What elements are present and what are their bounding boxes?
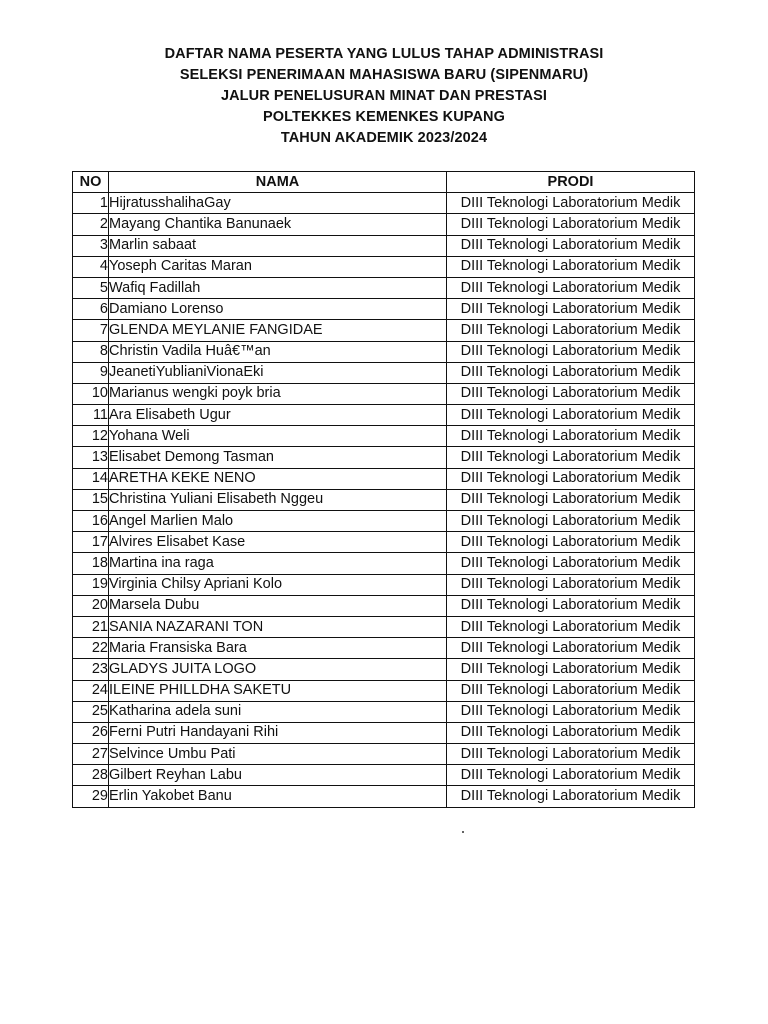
row-number-cell: 28 [73, 765, 109, 786]
row-number-cell: 15 [73, 489, 109, 510]
participant-name-cell: Virginia Chilsy Apriani Kolo [109, 574, 447, 595]
row-number-cell: 18 [73, 553, 109, 574]
row-number-cell: 13 [73, 447, 109, 468]
header-title-line-2: SELEKSI PENERIMAAN MAHASISWA BARU (SIPENMARU) [179, 67, 589, 83]
participant-name-cell: ARETHA KEKE NENO [109, 468, 447, 489]
row-number-cell: 19 [73, 574, 109, 595]
table-row [73, 235, 695, 256]
study-program-cell: DIII Teknologi Laboratorium Medik [447, 341, 695, 362]
scan-speck [462, 831, 464, 833]
table-row [73, 341, 695, 362]
study-program-cell: DIII Teknologi Laboratorium Medik [447, 489, 695, 510]
table-row [73, 489, 695, 510]
study-program-cell: DIII Teknologi Laboratorium Medik [447, 532, 695, 553]
study-program-cell: DIII Teknologi Laboratorium Medik [447, 383, 695, 404]
table-row [73, 277, 695, 298]
participant-name-cell: Elisabet Demong Tasman [109, 447, 447, 468]
table-row [73, 616, 695, 637]
table-row [73, 744, 695, 765]
column-header-nama: NAMA [109, 172, 447, 193]
table-row [73, 405, 695, 426]
table-row [73, 447, 695, 468]
table-row [73, 595, 695, 616]
participant-name-cell: GLENDA MEYLANIE FANGIDAE [109, 320, 447, 341]
study-program-cell: DIII Teknologi Laboratorium Medik [447, 447, 695, 468]
row-number-cell: 20 [73, 595, 109, 616]
header-title-line-4: POLTEKKES KEMENKES KUPANG [262, 109, 506, 125]
row-number-cell: 6 [73, 299, 109, 320]
row-number-cell: 3 [73, 235, 109, 256]
row-number-cell: 14 [73, 468, 109, 489]
row-number-cell: 22 [73, 638, 109, 659]
participant-name-cell: Marsela Dubu [109, 595, 447, 616]
table-row [73, 701, 695, 722]
participant-name-cell: Katharina adela suni [109, 701, 447, 722]
participant-name-cell: Yohana Weli [109, 426, 447, 447]
table-row [73, 193, 695, 214]
table-row [73, 468, 695, 489]
row-number-cell: 2 [73, 214, 109, 235]
row-number-cell: 29 [73, 786, 109, 807]
header-title-line-1: DAFTAR NAMA PESERTA YANG LULUS TAHAP ADMINISTRASI [164, 46, 604, 62]
table-row [73, 426, 695, 447]
participant-name-cell: Erlin Yakobet Banu [109, 786, 447, 807]
row-number-cell: 11 [73, 405, 109, 426]
table-header-row [73, 172, 695, 193]
table-row [73, 383, 695, 404]
participant-name-cell: Ferni Putri Handayani Rihi [109, 722, 447, 743]
table-row [73, 786, 695, 807]
row-number-cell: 27 [73, 744, 109, 765]
table-row [73, 680, 695, 701]
participant-name-cell: Ara Elisabeth Ugur [109, 405, 447, 426]
participant-name-cell: Martina ina raga [109, 553, 447, 574]
row-number-cell: 8 [73, 341, 109, 362]
table-row [73, 299, 695, 320]
study-program-cell: DIII Teknologi Laboratorium Medik [447, 701, 695, 722]
table-row [73, 722, 695, 743]
participant-name-cell: HijratusshalihaGay [109, 193, 447, 214]
row-number-cell: 26 [73, 722, 109, 743]
table-row [73, 362, 695, 383]
study-program-cell: DIII Teknologi Laboratorium Medik [447, 765, 695, 786]
table-row [73, 320, 695, 341]
row-number-cell: 5 [73, 277, 109, 298]
row-number-cell: 1 [73, 193, 109, 214]
participant-name-cell: Angel Marlien Malo [109, 511, 447, 532]
participant-name-cell: Marianus wengki poyk bria [109, 383, 447, 404]
table-row [73, 256, 695, 277]
study-program-cell: DIII Teknologi Laboratorium Medik [447, 235, 695, 256]
study-program-cell: DIII Teknologi Laboratorium Medik [447, 426, 695, 447]
table-row [73, 511, 695, 532]
row-number-cell: 4 [73, 256, 109, 277]
study-program-cell: DIII Teknologi Laboratorium Medik [447, 680, 695, 701]
row-number-cell: 10 [73, 383, 109, 404]
study-program-cell: DIII Teknologi Laboratorium Medik [447, 595, 695, 616]
row-number-cell: 24 [73, 680, 109, 701]
header-title-line-5: TAHUN AKADEMIK 2023/2024 [280, 130, 488, 146]
study-program-cell: DIII Teknologi Laboratorium Medik [447, 277, 695, 298]
table-row [73, 553, 695, 574]
table-row [73, 214, 695, 235]
study-program-cell: DIII Teknologi Laboratorium Medik [447, 511, 695, 532]
study-program-cell: DIII Teknologi Laboratorium Medik [447, 468, 695, 489]
participant-name-cell: SANIA NAZARANI TON [109, 616, 447, 637]
study-program-cell: DIII Teknologi Laboratorium Medik [447, 659, 695, 680]
participant-table [72, 171, 695, 808]
header-title-line-3: JALUR PENELUSURAN MINAT DAN PRESTASI [220, 88, 548, 104]
table-row [73, 659, 695, 680]
participant-name-cell: Selvince Umbu Pati [109, 744, 447, 765]
table-row [73, 532, 695, 553]
row-number-cell: 21 [73, 616, 109, 637]
study-program-cell: DIII Teknologi Laboratorium Medik [447, 299, 695, 320]
study-program-cell: DIII Teknologi Laboratorium Medik [447, 405, 695, 426]
study-program-cell: DIII Teknologi Laboratorium Medik [447, 638, 695, 659]
participant-name-cell: ILEINE PHILLDHA SAKETU [109, 680, 447, 701]
study-program-cell: DIII Teknologi Laboratorium Medik [447, 320, 695, 341]
study-program-cell: DIII Teknologi Laboratorium Medik [447, 214, 695, 235]
column-header-no: NO [73, 172, 109, 193]
participant-name-cell: Gilbert Reyhan Labu [109, 765, 447, 786]
participant-name-cell: Christina Yuliani Elisabeth Nggeu [109, 489, 447, 510]
participant-name-cell: Mayang Chantika Banunaek [109, 214, 447, 235]
participant-name-cell: Christin Vadila Huâ€™an [109, 341, 447, 362]
row-number-cell: 16 [73, 511, 109, 532]
study-program-cell: DIII Teknologi Laboratorium Medik [447, 786, 695, 807]
row-number-cell: 25 [73, 701, 109, 722]
row-number-cell: 9 [73, 362, 109, 383]
table-row [73, 638, 695, 659]
study-program-cell: DIII Teknologi Laboratorium Medik [447, 256, 695, 277]
row-number-cell: 7 [73, 320, 109, 341]
study-program-cell: DIII Teknologi Laboratorium Medik [447, 362, 695, 383]
participant-name-cell: Yoseph Caritas Maran [109, 256, 447, 277]
study-program-cell: DIII Teknologi Laboratorium Medik [447, 574, 695, 595]
table-row [73, 765, 695, 786]
study-program-cell: DIII Teknologi Laboratorium Medik [447, 193, 695, 214]
study-program-cell: DIII Teknologi Laboratorium Medik [447, 553, 695, 574]
participant-name-cell: GLADYS JUITA LOGO [109, 659, 447, 680]
row-number-cell: 12 [73, 426, 109, 447]
study-program-cell: DIII Teknologi Laboratorium Medik [447, 722, 695, 743]
table-body [73, 193, 695, 807]
column-header-prodi: PRODI [447, 172, 695, 193]
document-header [0, 44, 768, 149]
participant-name-cell: Maria Fransiska Bara [109, 638, 447, 659]
participant-name-cell: Marlin sabaat [109, 235, 447, 256]
table-row [73, 574, 695, 595]
participant-name-cell: Alvires Elisabet Kase [109, 532, 447, 553]
participant-name-cell: JeanetiYublianiVionaEki [109, 362, 447, 383]
study-program-cell: DIII Teknologi Laboratorium Medik [447, 616, 695, 637]
participant-name-cell: Wafiq Fadillah [109, 277, 447, 298]
study-program-cell: DIII Teknologi Laboratorium Medik [447, 744, 695, 765]
row-number-cell: 17 [73, 532, 109, 553]
participant-name-cell: Damiano Lorenso [109, 299, 447, 320]
row-number-cell: 23 [73, 659, 109, 680]
